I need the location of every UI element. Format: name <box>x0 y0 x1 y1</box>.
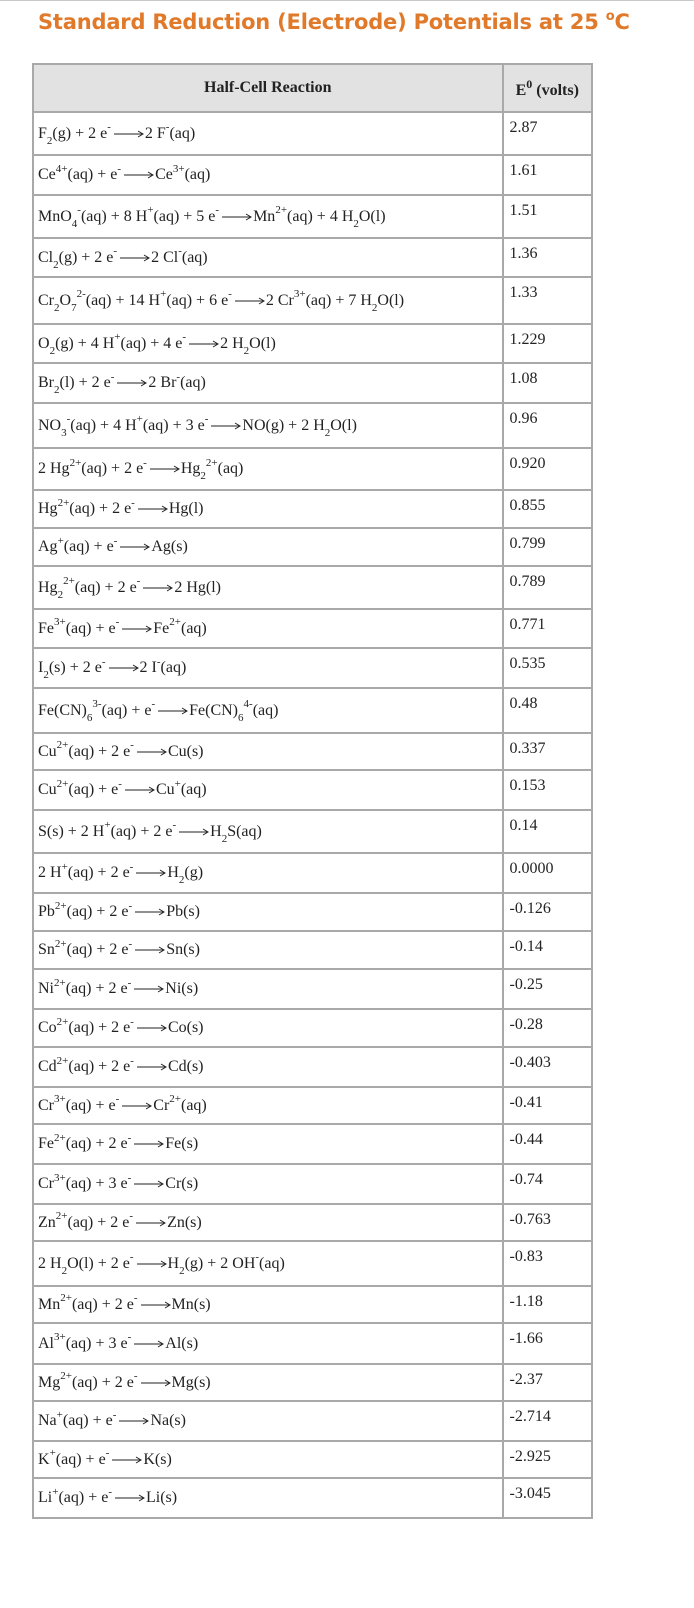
potential-value: 0.789 <box>503 566 592 609</box>
potential-value: 1.61 <box>503 155 592 195</box>
half-cell-reaction <box>33 195 503 238</box>
header-half-cell-reaction: Half-Cell Reaction <box>33 64 503 112</box>
half-cell-reaction <box>33 1478 503 1518</box>
table-row <box>33 969 592 1009</box>
table-row <box>33 770 592 810</box>
potential-value: 1.36 <box>503 238 592 277</box>
reaction-arrow-icon <box>134 1139 164 1149</box>
reaction-products: Mg(s) <box>171 1373 211 1391</box>
reaction-reactants: 2 $Hg^{2+}(aq) + 2$ e- <box>38 456 147 477</box>
reaction-products: Cu+(aq) <box>155 777 207 798</box>
half-cell-reaction <box>33 566 503 609</box>
table-row <box>33 324 592 363</box>
potential-value: -1.66 <box>503 1323 592 1364</box>
reaction-arrow-icon <box>138 504 168 514</box>
half-cell-reaction <box>33 810 503 853</box>
potential-value: -0.25 <box>503 969 592 1009</box>
half-cell-reaction <box>33 1364 503 1401</box>
reaction-products: Al(s) <box>165 1334 199 1352</box>
table-row <box>33 609 592 648</box>
reaction-reactants: $Cu^{2+}(aq) + 2$ e- <box>38 739 134 760</box>
table-row <box>33 112 592 155</box>
reaction-arrow-icon <box>114 129 144 139</box>
potential-value: -0.126 <box>503 893 592 931</box>
half-cell-reaction <box>33 277 503 324</box>
table-header-row <box>33 64 592 112</box>
reaction-arrow-icon <box>124 170 154 180</box>
half-cell-reaction <box>33 1441 503 1478</box>
reaction-arrow-icon <box>115 1493 145 1503</box>
reaction-arrow-icon <box>137 1259 167 1269</box>
table-row <box>33 1047 592 1087</box>
half-cell-reaction <box>33 1164 503 1204</box>
table-row <box>33 1204 592 1241</box>
reaction-arrow-icon <box>211 421 241 431</box>
reaction-arrow-icon <box>119 1416 149 1426</box>
potential-value: 0.96 <box>503 403 592 448</box>
reaction-reactants: $Br_2(l) + 2$ e- <box>38 370 115 397</box>
potential-value: -0.44 <box>503 1124 592 1164</box>
table-row <box>33 1241 592 1286</box>
potential-value: 0.14 <box>503 810 592 853</box>
page-title <box>38 10 630 34</box>
reaction-products: $H_2S(aq)$ <box>210 822 262 845</box>
reaction-arrow-icon <box>134 1339 164 1349</box>
reaction-products: Cr(s) <box>165 1175 199 1192</box>
table-row <box>33 1401 592 1441</box>
half-cell-reaction <box>33 1047 503 1087</box>
reaction-reactants: K+(aq) + e- <box>38 1447 110 1468</box>
half-cell-reaction <box>33 969 503 1009</box>
table-row <box>33 688 592 733</box>
table-row <box>33 1164 592 1204</box>
reaction-products: 2 $Cr^{3+}(aq) + 7$ $H_2O(l)$ <box>265 288 405 314</box>
half-cell-reaction <box>33 112 503 155</box>
reaction-reactants: Na+(aq) + e- <box>38 1408 117 1429</box>
reaction-products: Fe(s) <box>165 1135 199 1152</box>
reaction-reactants: $Co^{2+}(aq) + 2$ e- <box>38 1015 134 1036</box>
reaction-arrow-icon <box>135 945 165 955</box>
reaction-reactants: $Cr^{3+}(aq) + e^-$ <box>38 1093 120 1114</box>
potential-value: 0.855 <box>503 490 592 528</box>
reaction-arrow-icon <box>134 1179 164 1189</box>
reaction-arrow-icon <box>134 984 164 994</box>
half-cell-reaction <box>33 609 503 648</box>
table-row <box>33 1478 592 1518</box>
reaction-products: $Ce^{3+}(aq)$ <box>155 162 211 183</box>
reaction-arrow-icon <box>137 1062 167 1072</box>
potential-value: 0.153 <box>503 770 592 810</box>
reaction-arrow-icon <box>109 663 139 673</box>
reaction-products: Li(s) <box>146 1489 178 1506</box>
title-degree: o <box>605 9 615 24</box>
reaction-reactants: $Fe(CN)_6^{3-}(aq) + e^-$ <box>38 698 156 724</box>
reaction-reactants: $Mn^{2+}(aq) + 2$ e- <box>38 1292 138 1313</box>
reaction-arrow-icon <box>179 827 209 837</box>
table-row <box>33 1009 592 1047</box>
reaction-reactants: $O_2(g) + 4$ H+(aq) + 4 e- <box>38 331 187 357</box>
reaction-arrow-icon <box>141 1300 171 1310</box>
half-cell-reaction <box>33 931 503 969</box>
reaction-arrow-icon <box>120 253 150 263</box>
reaction-arrow-icon <box>137 747 167 757</box>
reaction-products: $Fe^{2+}(aq)$ <box>153 616 207 637</box>
potential-value: 0.48 <box>503 688 592 733</box>
reaction-arrow-icon <box>122 624 152 634</box>
half-cell-reaction <box>33 893 503 931</box>
half-cell-reaction <box>33 1124 503 1164</box>
reaction-reactants: $Al^{3+}(aq) + 3$ e- <box>38 1331 132 1352</box>
reaction-reactants: $Cd^{2+}(aq) + 2$ e- <box>38 1054 134 1075</box>
table-row <box>33 1323 592 1364</box>
table-row <box>33 403 592 448</box>
reaction-products: $H_2(g)$ <box>167 864 204 887</box>
table-row <box>33 733 592 770</box>
reaction-reactants: $Hg^{2+}(aq) + 2$ e- <box>38 496 135 517</box>
table-row <box>33 528 592 566</box>
reaction-products: K(s) <box>143 1450 172 1468</box>
table-row <box>33 893 592 931</box>
reaction-reactants: S(s) + 2 H+(aq) + 2 e- <box>38 819 177 840</box>
reaction-products: Zn(s) <box>167 1213 202 1231</box>
potential-value: 2.87 <box>503 112 592 155</box>
reaction-arrow-icon <box>136 1218 166 1228</box>
title-text: Standard Reduction (Electrode) Potentials at 25 <box>38 10 606 34</box>
potential-value: 0.920 <box>503 448 592 490</box>
reaction-reactants: $Fe^{3+}(aq) + e^-$ <box>38 616 120 637</box>
reaction-products: Mn(s) <box>171 1295 211 1313</box>
half-cell-reaction <box>33 448 503 490</box>
half-cell-reaction <box>33 324 503 363</box>
half-cell-reaction <box>33 1323 503 1364</box>
table-row <box>33 277 592 324</box>
reaction-products: $Fe(CN)_6^{4-}(aq)$ <box>189 698 279 724</box>
header-e-symbol: E <box>515 82 527 99</box>
reaction-arrow-icon <box>222 212 252 222</box>
half-cell-reaction <box>33 733 503 770</box>
potential-value: -2.714 <box>503 1401 592 1441</box>
half-cell-reaction <box>33 1241 503 1286</box>
reaction-arrow-icon <box>135 907 165 917</box>
reaction-products: Cd(s) <box>167 1058 204 1075</box>
potential-value: -2.925 <box>503 1441 592 1478</box>
table-row <box>33 1441 592 1478</box>
table-row <box>33 195 592 238</box>
reaction-reactants: $Cr_2O_7^{2-}(aq) + 14$ H+(aq) + 6 e- <box>38 288 232 314</box>
potential-value: -2.37 <box>503 1364 592 1401</box>
table-row <box>33 1087 592 1124</box>
table-row <box>33 238 592 277</box>
reaction-products: 2 Hg(l) <box>174 578 221 596</box>
reaction-products: $Hg_2^{2+}(aq)$ <box>180 456 244 483</box>
reaction-products: 2 I-(aq) <box>139 655 187 676</box>
potential-value: 0.0000 <box>503 853 592 893</box>
reaction-arrow-icon <box>143 583 173 593</box>
reaction-products: 2 Cl-(aq) <box>151 245 208 266</box>
half-cell-reaction <box>33 648 503 688</box>
reaction-products: 2 F-(aq) <box>144 121 196 142</box>
potential-value: 0.535 <box>503 648 592 688</box>
reaction-arrow-icon <box>112 1455 142 1465</box>
potential-value: 0.337 <box>503 733 592 770</box>
reaction-products: Co(s) <box>167 1019 204 1036</box>
reaction-reactants: $Sn^{2+}(aq) + 2$ e- <box>38 937 133 958</box>
potential-value: -0.28 <box>503 1009 592 1047</box>
potential-value: 0.771 <box>503 609 592 648</box>
half-cell-reaction <box>33 1401 503 1441</box>
reaction-products: Ni(s) <box>165 980 199 997</box>
title-unit: C <box>614 10 630 34</box>
potential-value: -0.83 <box>503 1241 592 1286</box>
reaction-reactants: $Zn^{2+}(aq) + 2$ e- <box>38 1210 134 1231</box>
half-cell-reaction <box>33 238 503 277</box>
table-row <box>33 1124 592 1164</box>
half-cell-reaction <box>33 853 503 893</box>
reaction-arrow-icon <box>117 378 147 388</box>
reaction-reactants: $Mg^{2+}(aq) + 2$ e- <box>38 1370 138 1391</box>
reaction-reactants: $Hg_2^{2+}(aq) + 2$ e- <box>38 575 141 601</box>
table-row <box>33 853 592 893</box>
reaction-reactants: $NO_3^-(aq) + 4$ H+(aq) + 3 e- <box>38 413 209 439</box>
half-cell-reaction <box>33 490 503 528</box>
reaction-reactants: $Cu^{2+}(aq) + e^-$ <box>38 777 122 798</box>
top-divider <box>0 0 694 1</box>
reaction-arrow-icon <box>141 1378 171 1388</box>
table-row <box>33 1364 592 1401</box>
potential-value: -0.763 <box>503 1204 592 1241</box>
table-row <box>33 566 592 609</box>
reaction-reactants: $Fe^{2+}(aq) + 2$ e- <box>38 1131 132 1152</box>
half-cell-reaction <box>33 155 503 195</box>
reaction-reactants: $Ce^{4+}(aq) + e^-$ <box>38 162 122 183</box>
potential-value: -1.18 <box>503 1286 592 1323</box>
reaction-products: Cu(s) <box>167 742 204 760</box>
table-row <box>33 490 592 528</box>
table-row <box>33 448 592 490</box>
reaction-reactants: $Cl_2(g) + 2$ e- <box>38 245 118 271</box>
potential-value: -0.403 <box>503 1047 592 1087</box>
reaction-reactants: Li+(aq) + e- <box>38 1485 112 1506</box>
half-cell-reaction <box>33 1009 503 1047</box>
reaction-reactants: $F_2(g) + 2$ e- <box>38 121 111 147</box>
reaction-arrow-icon <box>122 1101 152 1111</box>
potential-value: 1.229 <box>503 324 592 363</box>
reaction-reactants: Ag+(aq) + e- <box>38 534 118 555</box>
reaction-products: Ag(s) <box>151 538 188 555</box>
half-cell-reaction <box>33 770 503 810</box>
reaction-products: $Mn^{2+}(aq) + 4$ $H_2O(l)$ <box>253 204 386 230</box>
reaction-arrow-icon <box>137 1023 167 1033</box>
half-cell-reaction <box>33 1204 503 1241</box>
table-row <box>33 1286 592 1323</box>
reaction-reactants: $I_2(s) + 2$ e- <box>38 655 106 682</box>
reaction-products: Pb(s) <box>166 903 200 920</box>
reaction-products: 2 Br-(aq) <box>148 370 206 391</box>
reaction-arrow-icon <box>189 339 219 349</box>
reaction-arrow-icon <box>158 706 188 716</box>
half-cell-reaction <box>33 1087 503 1124</box>
reaction-products: 2 $H_2O(l)$ <box>220 334 276 357</box>
reaction-arrow-icon <box>235 296 265 306</box>
table-row <box>33 931 592 969</box>
table-row <box>33 810 592 853</box>
reaction-arrow-icon <box>150 464 180 474</box>
reaction-products: $H_2(g) + 2$ OH-(aq) <box>167 1251 285 1277</box>
reaction-reactants: $Pb^{2+}(aq) + 2$ e- <box>38 899 133 920</box>
table-row <box>33 363 592 403</box>
potential-value: -0.41 <box>503 1087 592 1124</box>
potential-value: -0.74 <box>503 1164 592 1204</box>
table-row <box>33 648 592 688</box>
reaction-arrow-icon <box>120 542 150 552</box>
reaction-products: Hg(l) <box>168 500 204 517</box>
reaction-products: $Cr^{2+}(aq)$ <box>153 1093 207 1114</box>
header-unit: (volts) <box>532 82 579 99</box>
potential-value: -0.14 <box>503 931 592 969</box>
reaction-reactants: $Cr^{3+}(aq) + 3$ e- <box>38 1171 132 1192</box>
reaction-arrow-icon <box>136 868 166 878</box>
half-cell-reaction <box>33 688 503 733</box>
reaction-reactants: 2 H+(aq) + 2 e- <box>38 860 134 881</box>
potentials-table <box>32 63 593 1519</box>
potential-value: 0.799 <box>503 528 592 566</box>
reaction-reactants: MnO$_4$-(aq) + 8 H+(aq) + 5 e- <box>38 204 220 230</box>
half-cell-reaction <box>33 528 503 566</box>
reaction-reactants: 2 $H_2O(l) + 2$ e- <box>38 1251 134 1277</box>
reaction-products: Sn(s) <box>166 941 200 958</box>
half-cell-reaction <box>33 363 503 403</box>
header-e-superscript: 0 <box>526 76 533 91</box>
half-cell-reaction <box>33 403 503 448</box>
reaction-arrow-icon <box>125 785 155 795</box>
potential-value: 1.33 <box>503 277 592 324</box>
table-row <box>33 155 592 195</box>
reaction-products: Na(s) <box>150 1412 186 1429</box>
header-e-volts <box>503 64 592 112</box>
reaction-products: NO(g) + 2 $H_2O(l)$ <box>242 416 357 439</box>
reaction-reactants: $Ni^{2+}(aq) + 2$ e- <box>38 976 132 997</box>
potential-value: 1.08 <box>503 363 592 403</box>
potential-value: -3.045 <box>503 1478 592 1518</box>
potential-value: 1.51 <box>503 195 592 238</box>
half-cell-reaction <box>33 1286 503 1323</box>
